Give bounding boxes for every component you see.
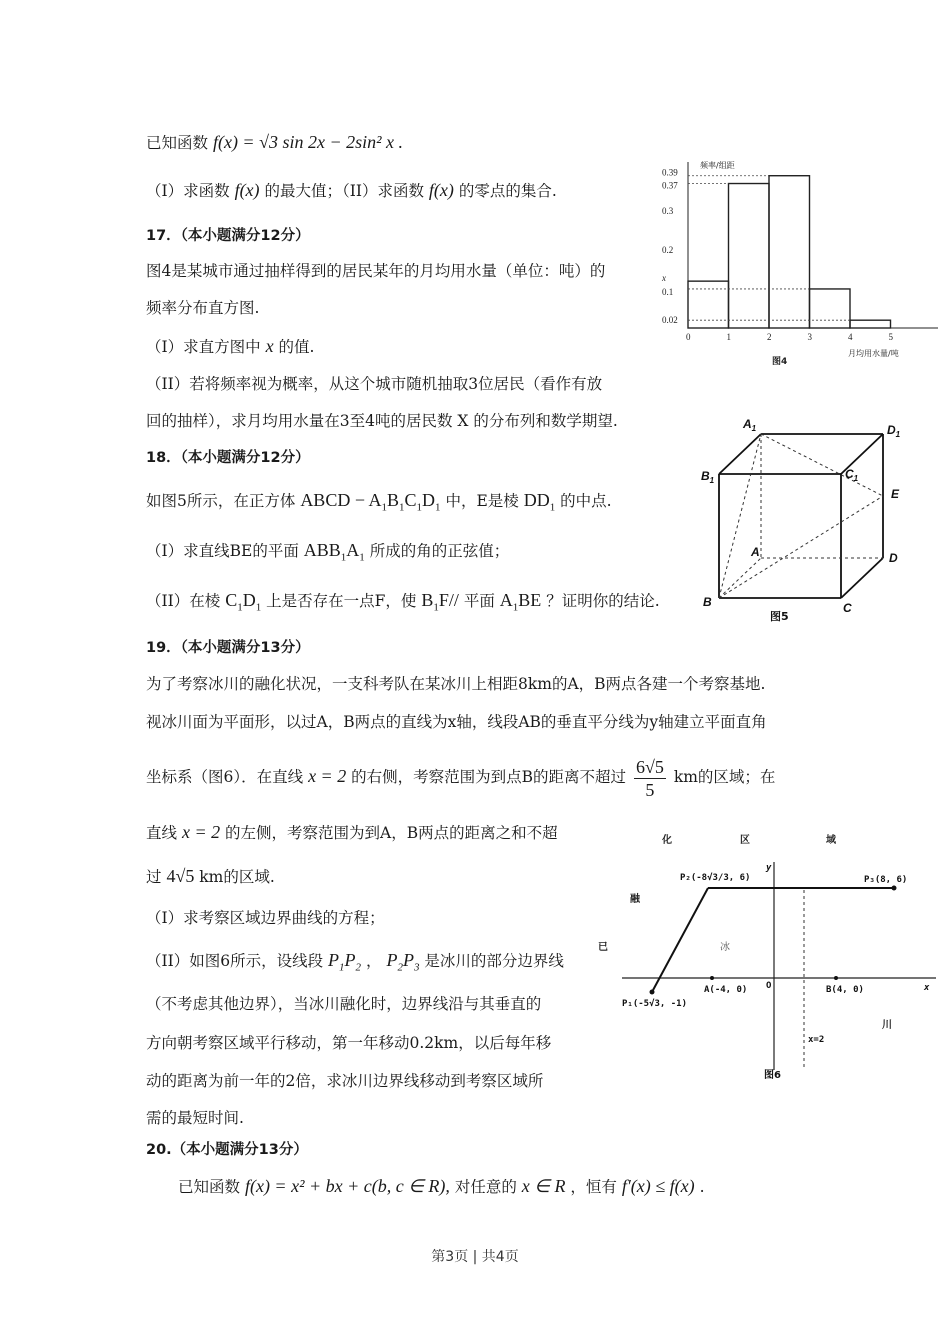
q18-heading: 18．（本小题满分12分） (146, 450, 310, 466)
label-x-axis: x (924, 983, 930, 993)
q20-line1: 已知函数 f(x) = x² + bx + c(b, c ∈ R), 对任意的 x ∈ R ，恒有 f′(x) ≤ f(x) . (178, 1176, 705, 1196)
x-tick-label: 1 (726, 332, 731, 342)
vertex-label-e: E (891, 487, 900, 501)
point-b (834, 976, 838, 980)
histogram-bar-1 (729, 184, 770, 328)
label-p1: P₁(-5√3, -1) (622, 999, 688, 1009)
q17-heading: 17．（本小题满分12分） (146, 228, 310, 244)
label-x2-line: x=2 (808, 1035, 825, 1045)
label-a: A(-4, 0) (704, 985, 748, 995)
vertex-label-a1: $A_1$ (743, 418, 757, 433)
q19-line8: （不考虑其他边界），当冰川融化时，边界线沿与其垂直的 (146, 995, 542, 1013)
side-char-yi: 已 (598, 942, 608, 953)
edge-b1a1 (719, 434, 761, 474)
q16-function-line: 已知函数 f(x) = √3 sin 2x − 2sin² x . (146, 132, 403, 152)
y-tick-label: 0.1 (662, 286, 674, 297)
q17-line5: 回的抽样），求月均用水量在3至4吨的居民数 X 的分布列和数学期望. (146, 412, 618, 430)
q17-line3: （I）求直方图中 x 的值. (146, 336, 315, 356)
q17-line2: 频率分布直方图. (146, 299, 260, 317)
y-tick-label: 0.39 (662, 167, 678, 178)
y-tick-label: 0.2 (662, 244, 674, 255)
point-p1 (650, 990, 655, 995)
side-char-chuan: 川 (882, 1020, 892, 1031)
y-axis-title: 频率/组距 (700, 161, 735, 170)
q18-line1: 如图5所示，在正方体 ABCD − $A_1B_1C_1D_1$ 中，E是棱 $DD_1$ 的中点. (146, 490, 612, 514)
x-tick-label: 5 (888, 332, 893, 342)
q17-line4: （II）若将频率视为概率，从这个城市随机抽取3位居民（看作有放 (146, 375, 603, 393)
x-tick-label: 0 (686, 332, 691, 342)
edge-c1d1: $C_1D_1$ (225, 590, 262, 614)
label-y-axis: y (766, 863, 772, 873)
plane-a1be: $A_1BE$ (499, 590, 542, 614)
title-char-3: 域 (826, 835, 836, 846)
segment-p1p2 (652, 888, 708, 992)
q20-heading: 20.（本小题满分13分） (146, 1142, 308, 1158)
vertex-label-b: B (703, 595, 712, 609)
label-p3: P₃(8, 6) (864, 875, 908, 885)
q19-line1: 为了考察冰川的融化状况，一支科考队在某冰川上相距8km的A，B两点各建一个考察基地. (146, 675, 766, 693)
x-tick-label: 3 (807, 332, 812, 342)
fig6-caption: 图6 (764, 1070, 781, 1081)
q19-line2: 视冰川面为平面形，以过A，B两点的直线为x轴，线段AB的垂直平分线为y轴建立平面直角 (146, 713, 767, 731)
fig6-glacier (596, 826, 942, 1088)
q19-line10: 动的距离为前一年的2倍，求冰川边界线移动到考察区域所 (146, 1072, 544, 1090)
vertex-label-c1: $C_1$ (845, 467, 859, 483)
label-origin: O (766, 981, 772, 991)
label-p2: P₂(-8√3/3, 6) (680, 873, 751, 883)
fig4-caption: 图4 (772, 357, 788, 367)
segment-p1p2: $P_1P_2$ (328, 950, 362, 974)
q16-parts-line: （I）求函数 f(x) 的最大值；（II）求函数 f(x) 的零点的集合. (146, 180, 557, 200)
y-tick-label: 0.02 (662, 315, 678, 326)
fig4-histogram (660, 156, 945, 370)
q19-line6: （I）求考察区域边界曲线的方程； (146, 909, 385, 927)
q18-line3: （II）在棱 $C_1D_1$ 上是否存在一点F，使 $B_1F//$ 平面 $A_1BE$ ？证明你的结论. (146, 590, 660, 614)
vertex-label-d1: $D_1$ (887, 423, 901, 439)
vertex-label-d: D (889, 551, 898, 565)
vertex-label-b1: $B_1$ (701, 469, 715, 485)
line-b1f: $B_1F//$ (421, 590, 459, 614)
line-ba1 (719, 434, 761, 598)
y-tick-label: 0.37 (662, 180, 678, 191)
q17-line1: 图4是某城市通过抽样得到的居民某年的月均用水量（单位：吨）的 (146, 262, 606, 280)
fig5-caption: 图5 (770, 610, 789, 623)
side-char-bing: 冰 (720, 942, 730, 953)
q19-line5: 过 4√5 km的区域. (146, 866, 275, 886)
vertex-label-a: A (751, 545, 760, 559)
line-be (719, 496, 883, 598)
vertex-label-c: C (843, 601, 852, 615)
x-axis-title: 月均用水量/吨 (848, 349, 899, 358)
fig5-cube (695, 418, 920, 626)
x-tick-label: 4 (848, 332, 853, 342)
q19-line4: 直线 x = 2 的左侧，考察范围为到A，B两点的距离之和不超 (146, 822, 558, 842)
hidden-edge-ab (719, 558, 761, 598)
label-b: B(4, 0) (826, 985, 864, 995)
fraction-6sqrt5-over-5: $\frac{6√5}{5}$ (635, 756, 664, 800)
histogram-bar-2 (769, 176, 810, 328)
q19-heading: 19．（本小题满分13分） (146, 640, 310, 656)
q19-line3: 坐标系（图6）．在直线 x = 2 的右侧，考察范围为到点B的距离不超过 $\frac{6√5}{5}$ km的区域；在 (146, 756, 776, 800)
q19-line11: 需的最短时间. (146, 1109, 244, 1127)
segment-p2p3: $P_2P_3$ (386, 950, 420, 974)
q18-line2: （I）求直线BE的平面 $ABB_1A_1$ 所成的角的正弦值； (146, 540, 510, 564)
histogram-bar-4 (850, 320, 891, 328)
edge-cd (841, 558, 883, 598)
y-tick-label: x (662, 273, 666, 284)
page-footer: 第3页 | 共4页 (431, 1249, 519, 1265)
histogram-bar-0 (688, 281, 729, 328)
line-a1e (761, 434, 883, 496)
point-p3 (892, 886, 897, 891)
title-char-1: 化 (662, 835, 672, 846)
q19-line9: 方向朝考察区域平行移动，第一年移动0.2km，以后每年移 (146, 1034, 552, 1052)
edge-dd1: $DD_1$ (523, 490, 556, 514)
cube-name: ABCD − $A_1B_1C_1D_1$ (300, 490, 441, 514)
q19-line7: （II）如图6所示，设线段 $P_1P_2$ ， $P_2P_3$ 是冰川的部分边界线 (146, 950, 564, 974)
y-tick-label: 0.3 (662, 205, 674, 216)
side-char-rong: 融 (630, 894, 640, 905)
title-char-2: 区 (740, 835, 750, 846)
x-tick-label: 2 (767, 332, 772, 342)
plane-abb1a1: $ABB_1A_1$ (303, 540, 365, 564)
histogram-bar-3 (810, 289, 851, 328)
point-a (710, 976, 714, 980)
